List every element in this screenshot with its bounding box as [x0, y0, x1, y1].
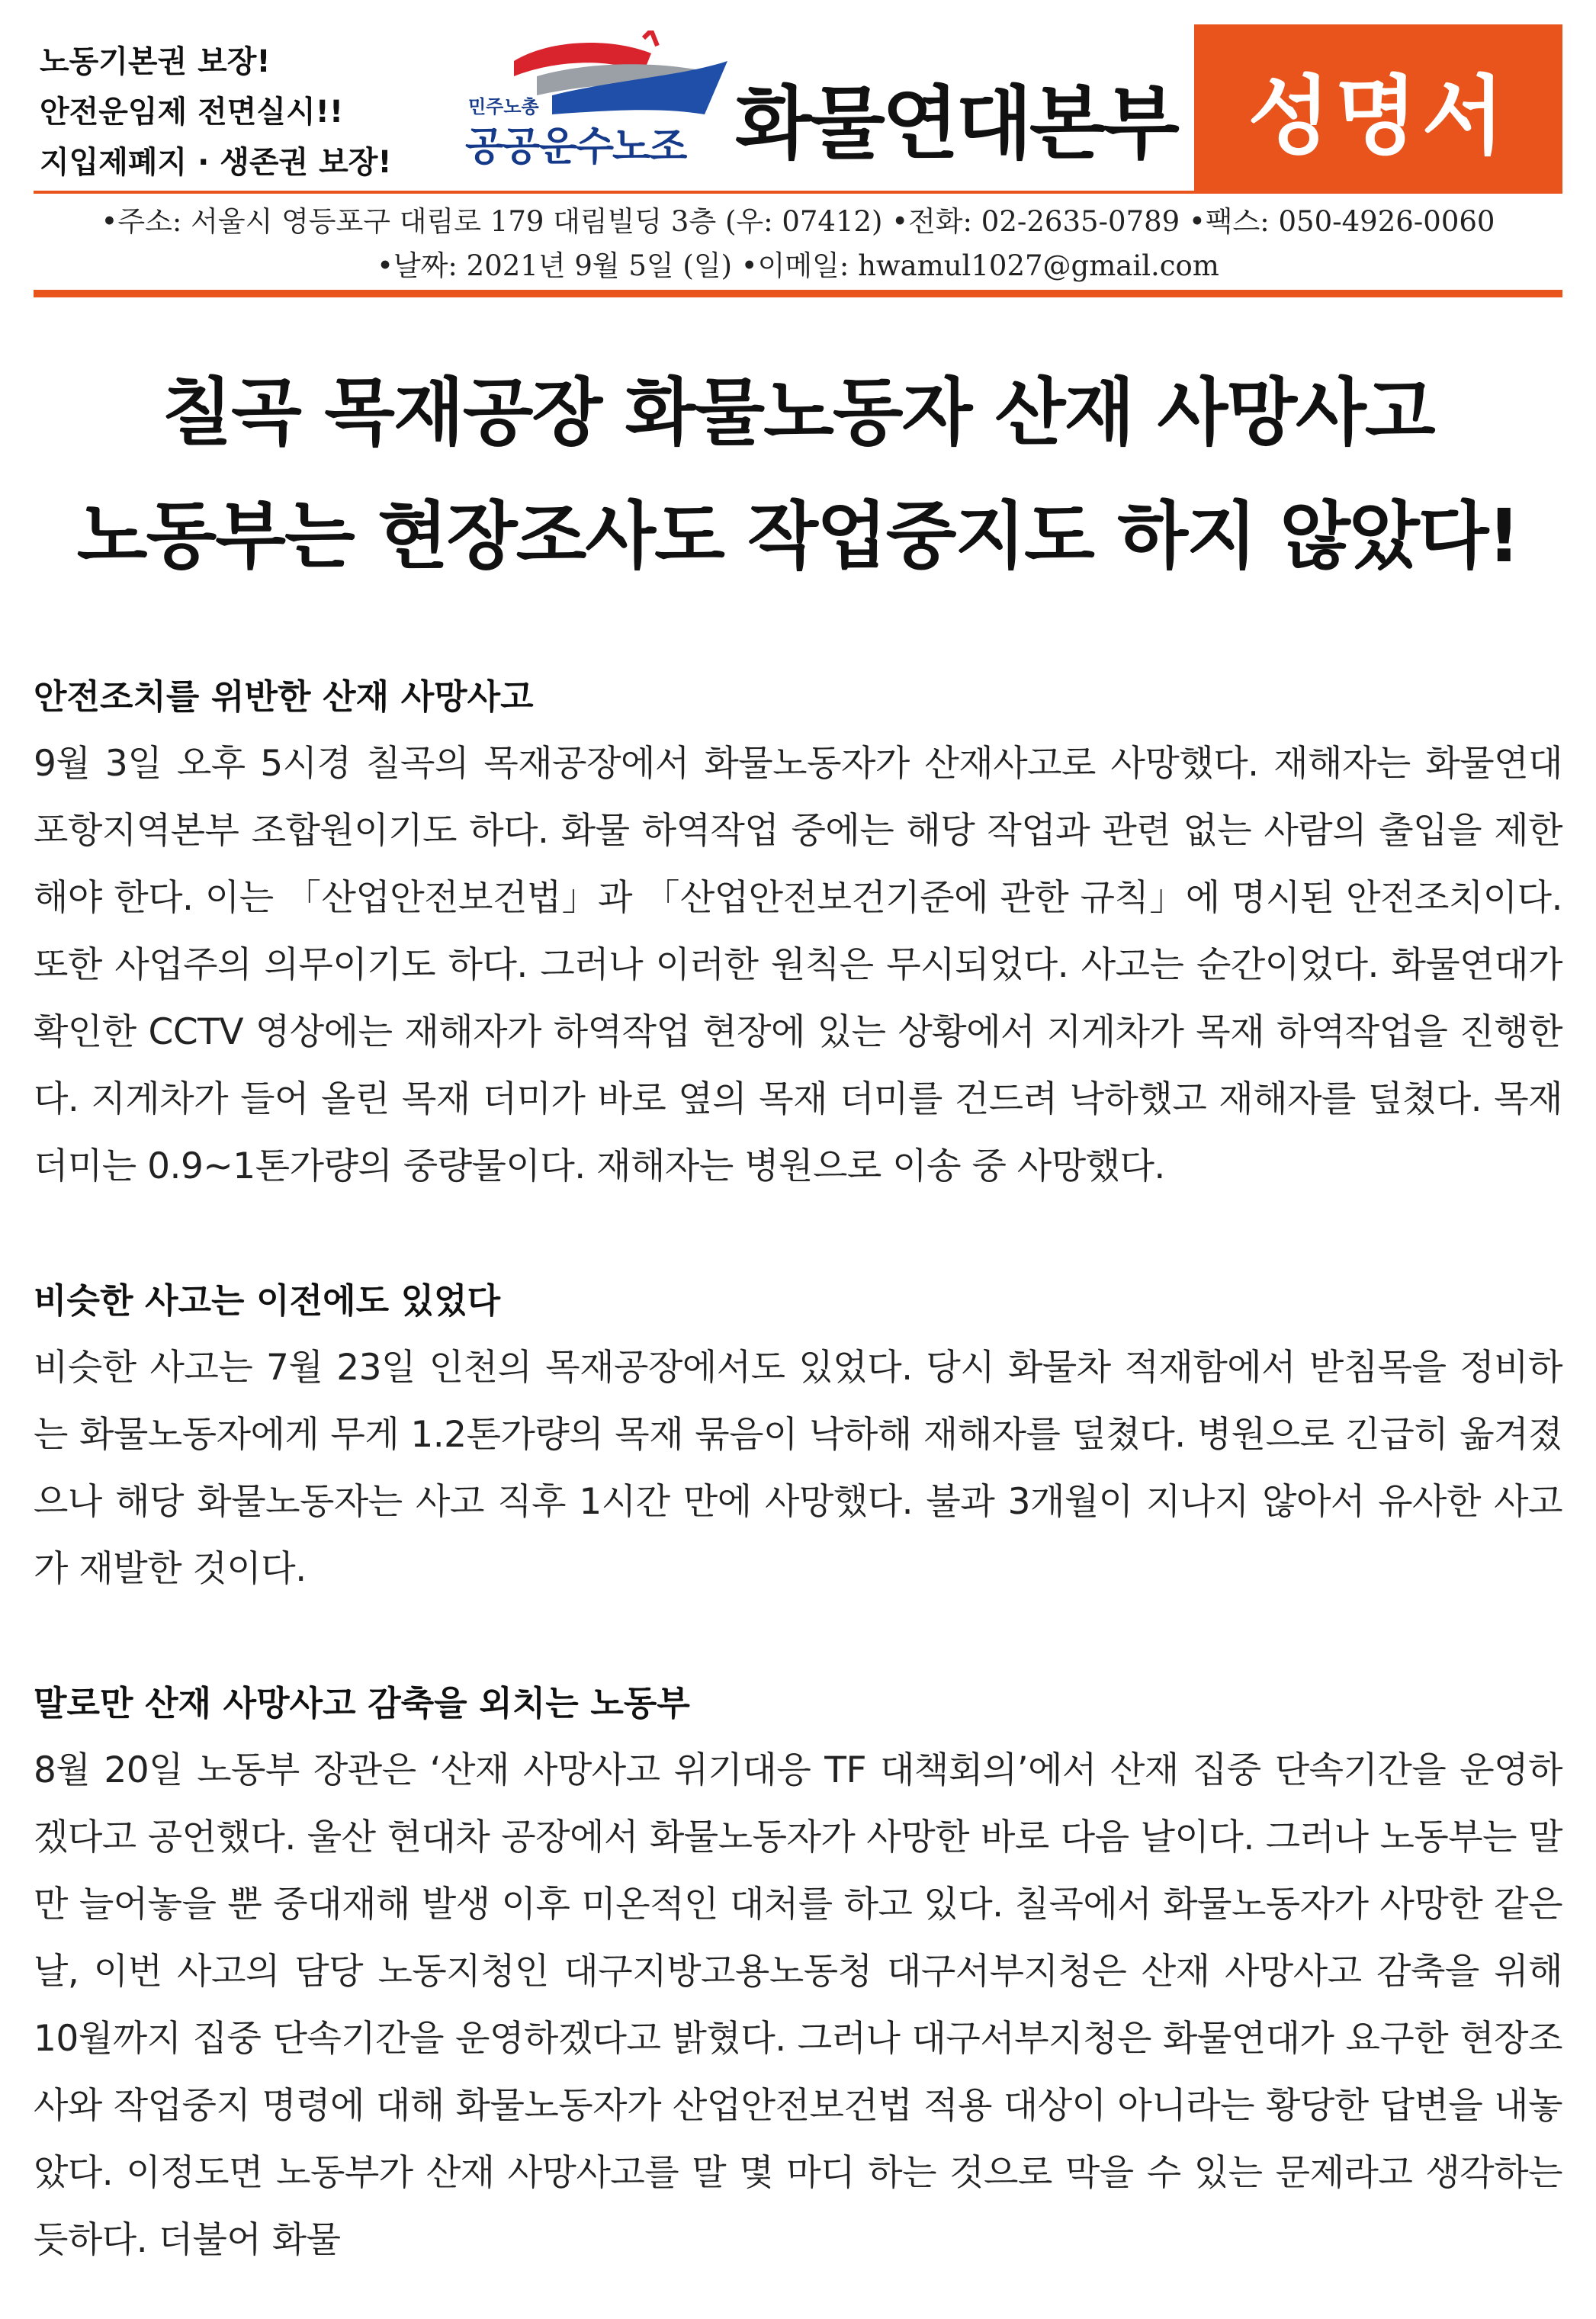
- statement-badge: 성명서: [1194, 24, 1562, 194]
- header: [34, 23, 1562, 192]
- contact-line-2: •날짜: 2021년 9월 5일 (일) •이메일: hwamul1027@gmail.com: [377, 249, 1219, 282]
- page-title: [34, 351, 1562, 598]
- section-labor-ministry: [34, 1670, 1562, 2274]
- logo-title: 공공운수노조: [465, 124, 686, 170]
- header-divider: [34, 191, 1562, 194]
- statement-body: [34, 663, 1562, 2274]
- section-paragraph: 비슷한 사고는 7월 23일 인천의 목재공장에서도 있었다. 당시 화물차 적재함에서 받침목을 정비하는 화물노동자에게 무게 1.2톤가량의 목재 묶음이 낙하해 재해자를 덮쳤다. 병원으로 긴급히 옮겨졌으나 해당 화물노동자는 사고 직후 1시간 만에 사망했다. 불과 3개월이 지나지 않아서 유사한 사고가 재발한 것이다.: [34, 1347, 1562, 1590]
- org-name: 화물연대본부: [735, 77, 1177, 170]
- section-heading: 비슷한 사고는 이전에도 있었다: [34, 1280, 501, 1321]
- slogan-3: 지입제폐지 · 생존권 보장!: [40, 145, 392, 180]
- slogan-2: 안전운임제 전면실시!!: [40, 95, 344, 130]
- section-paragraph: 9월 3일 오후 5시경 칠곡의 목재공장에서 화물노동자가 산재사고로 사망했다. 재해자는 화물연대 포항지역본부 조합원이기도 하다. 화물 하역작업 중에는 해당 작업과 관련 없는 사람의 출입을 제한해야 한다. 이는 「산업안전보건법」과 「산업안전보건기준에 관한 규칙」에 명시된 안전조치이다. 또한 사업주의 의무이기도 하다. 그러나 이러한 원칙은 무시되었다. 사고는 순간이었다. 화물연대가 확인한 CCTV 영상에는 재해자가 하역작업 현장에 있는 상황에서 지게차가 목재 하역작업을 진행한다. 지게차가 들어 올린 목재 더미가 바로 옆의 목재 더미를 건드려 낙하했고 재해자를 덮쳤다. 목재 더미는 0.9~1톤가량의 중량물이다. 재해자는 병원으로 이송 중 사망했다.: [34, 743, 1562, 1187]
- slogan-1: 노동기본권 보장!: [40, 44, 271, 79]
- section-safety-violation: [34, 663, 1562, 1200]
- section-heading: 안전조치를 위반한 산재 사망사고: [34, 676, 534, 717]
- section-heading: 말로만 산재 사망사고 감축을 외치는 노동부: [34, 1683, 690, 1723]
- contact-divider: [34, 290, 1562, 297]
- union-logo: [430, 31, 735, 175]
- section-spacer: [34, 1200, 1562, 1267]
- logo-subtitle: 민주노총: [468, 96, 539, 117]
- title-line-1: 칠곡 목재공장 화물노동자 산재 사망사고: [162, 370, 1434, 455]
- title-line-2: 노동부는 현장조사도 작업중지도 하지 않았다!: [76, 493, 1520, 579]
- section-previous-accident: [34, 1267, 1562, 1603]
- slogans: [40, 37, 392, 188]
- section-paragraph: 8월 20일 노동부 장관은 ‘산재 사망사고 위기대응 TF 대책회의’에서 산재 집중 단속기간을 운영하겠다고 공언했다. 울산 현대차 공장에서 화물노동자가 사망한 바로 다음 날이다. 그러나 노동부는 말만 늘어놓을 뿐 중대재해 발생 이후 미온적인 대처를 하고 있다. 칠곡에서 화물노동자가 사망한 같은 날, 이번 사고의 담당 노동지청인 대구지방고용노동청 대구서부지청은 산재 사망사고 감축을 위해 10월까지 집중 단속기간을 운영하겠다고 밝혔다. 그러나 대구서부지청은 화물연대가 요구한 현장조사와 작업중지 명령에 대해 화물노동자가 산업안전보건법 적용 대상이 아니라는 황당한 답변을 내놓았다. 이정도면 노동부가 산재 사망사고를 말 몇 마디 하는 것으로 막을 수 있는 문제라고 생각하는 듯하다. 더불어 화물: [34, 1749, 1562, 2261]
- contact-line-1: •주소: 서울시 영등포구 대림로 179 대림빌딩 3층 (우: 07412) •전화: 02-2635-0789 •팩스: 050-4926-0060: [101, 205, 1495, 238]
- contact-info: [34, 200, 1562, 288]
- section-spacer: [34, 1603, 1562, 1670]
